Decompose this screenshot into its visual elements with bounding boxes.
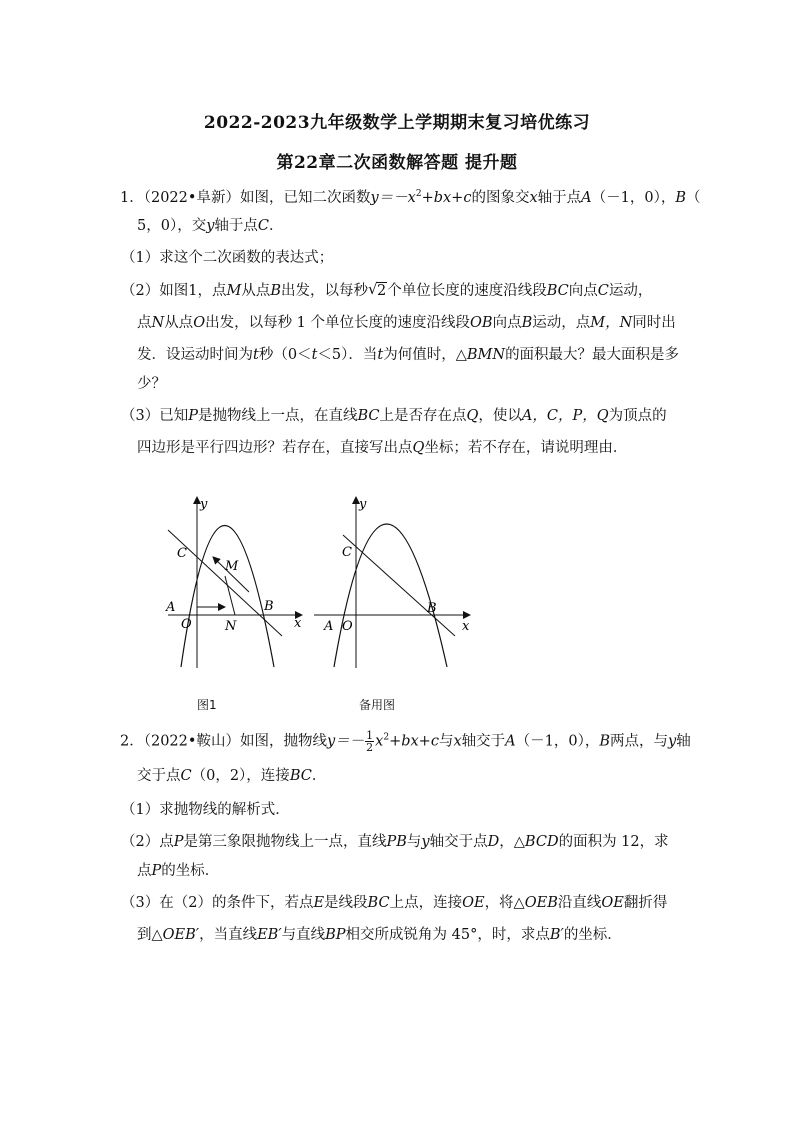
q2-line-2: 交于点C（0，2），连接BC．: [137, 768, 327, 784]
label-a: A: [166, 600, 176, 615]
label-c: C: [342, 545, 352, 560]
q1-part-2-line-3: 发．设运动时间为t秒（0＜t＜5）．当t为何值时，△BMN的面积最大？最大面积是多: [137, 347, 680, 363]
figure-1: [158, 492, 308, 677]
label-c: C: [177, 546, 187, 561]
label-x: x: [462, 619, 470, 634]
q2-part-1: （1）求抛物线的解析式．: [121, 802, 290, 818]
label-n: N: [225, 619, 237, 634]
parabola: [181, 526, 274, 668]
q1-line-1: 1．（2022•阜新）如图，已知二次函数$y=-x^2+bx+c$的图象交x轴于点A（－1，0），B（: [120, 189, 701, 206]
label-o: O: [181, 617, 192, 632]
page-subtitle: 第22章二次函数解答题 提升题: [276, 153, 518, 173]
q2-part-3-line-1: （3）在（2）的条件下，若点E是线段BC上点，连接OE，将△OEB沿直线OE翻折得: [121, 895, 668, 911]
label-y: y: [200, 497, 208, 512]
q1-part-2-line-2: 点N从点O出发，以每秒 1 个单位长度的速度沿线段OB向点B运动，点M，N同时出: [137, 315, 676, 331]
q1-part-3-line-2: 四边形是平行四边形？若存在，直接写出点Q坐标；若不存在，请说明理由．: [137, 440, 628, 456]
page-title: 2022-2023九年级数学上学期期末复习培优练习: [203, 113, 591, 133]
label-m: M: [225, 559, 239, 574]
q2-part-3-line-2: 到△OEB′，当直线EB′与直线BP相交所成锐角为 45°，时，求点B′的坐标．: [137, 927, 622, 943]
q1-part-2-line-1: （2）如图1，点M从点B出发，以每秒 √ 2个单位长度的速度沿线段BC向点C运动，: [121, 280, 653, 299]
label-y: y: [359, 497, 367, 512]
q1-part-3-line-1: （3）已知P是抛物线上一点，在直线BC上是否存在点Q，使以A，C，P，Q为顶点的: [121, 408, 667, 424]
label-o: O: [342, 619, 353, 634]
figure-1-caption: 图1: [197, 698, 217, 712]
label-a: A: [324, 619, 334, 634]
line-bc: [343, 535, 455, 636]
figure-2-caption: 备用图: [359, 698, 396, 712]
label-b: B: [264, 599, 274, 614]
q1-part-1: （1）求这个二次函数的表达式；: [121, 250, 334, 266]
q2-line-1: 2．（2022•鞍山）如图，抛物线y＝－ $\frac{1}{2}$ $x^2+bx+c$与x轴交于A（－1，0），B两点，与y轴: [120, 729, 691, 754]
q1-line-2: 5，0），交y轴于点C．: [137, 218, 284, 234]
label-x: x: [294, 616, 302, 631]
segment-mn: [225, 576, 235, 615]
sqrt-symbol: √ 2: [367, 280, 387, 299]
fraction: $\frac{1}{2}$: [366, 729, 374, 754]
q2-part-2-line-2: 点P的坐标．: [137, 863, 220, 879]
q1-part-2-line-4: 少？: [137, 376, 166, 392]
figure-2: [312, 492, 474, 677]
q2-part-2-line-1: （2）点P是第三象限抛物线上一点，直线PB与y轴交于点D，△BCD的面积为 12，求: [121, 834, 669, 850]
label-b: B: [427, 601, 437, 616]
